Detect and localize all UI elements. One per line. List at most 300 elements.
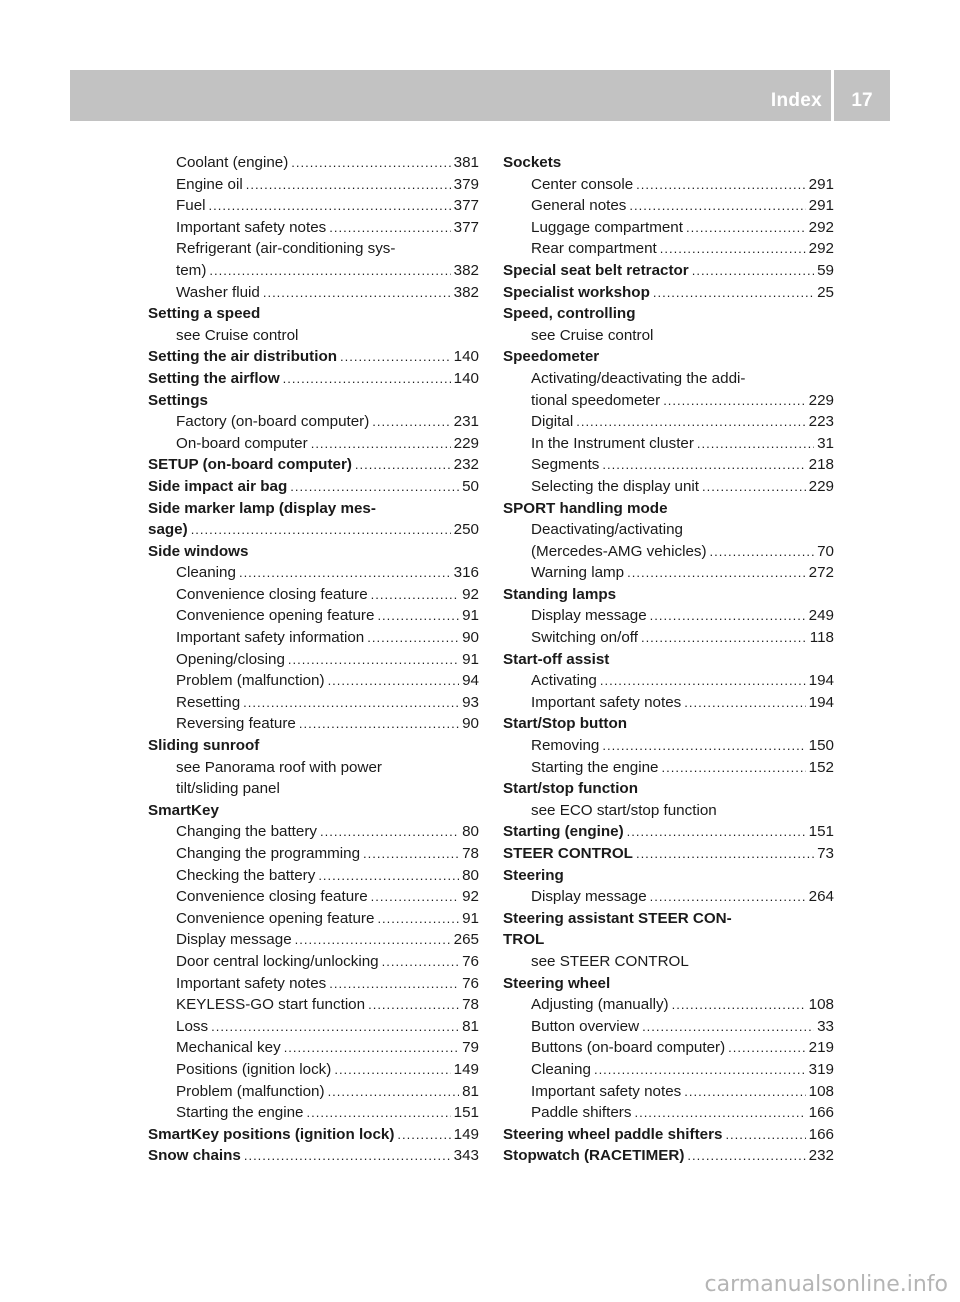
page-reference: 81 xyxy=(462,1017,479,1035)
index-subentry xyxy=(503,217,834,239)
index-subentry xyxy=(148,843,479,865)
entry-label: Important safety notes xyxy=(531,693,682,711)
page-reference: 90 xyxy=(462,715,479,733)
entry-label: Display message xyxy=(531,607,647,625)
index-subentry xyxy=(148,713,479,735)
page-reference: 291 xyxy=(808,175,834,193)
page-reference: 229 xyxy=(453,434,479,452)
index-see-reference: see Cruise control xyxy=(176,326,299,344)
index-subentry xyxy=(148,908,479,930)
dot-leader xyxy=(650,605,806,627)
entry-label: Engine oil xyxy=(176,175,243,193)
dot-leader xyxy=(263,282,451,304)
index-subentry xyxy=(503,1037,834,1059)
index-subentry xyxy=(503,735,834,757)
page-reference: 91 xyxy=(462,650,479,668)
page-reference: 231 xyxy=(453,413,479,431)
dot-leader xyxy=(594,1059,806,1081)
index-heading: Steering xyxy=(503,866,564,884)
index-see-reference: Refrigerant (air-conditioning sys- xyxy=(176,240,396,258)
dot-leader xyxy=(576,411,805,433)
entry-label: SETUP (on-board computer) xyxy=(148,456,352,474)
dot-leader xyxy=(382,951,459,973)
entry-label: Luggage compartment xyxy=(531,218,683,236)
entry-label: Loss xyxy=(176,1017,209,1035)
dot-leader xyxy=(209,260,450,282)
dot-leader xyxy=(318,865,459,887)
dot-leader xyxy=(684,1081,805,1103)
page-reference: 108 xyxy=(808,996,834,1014)
index-see-reference: tilt/sliding panel xyxy=(176,780,280,798)
index-heading: Side marker lamp (display mes- xyxy=(148,499,376,517)
entry-label: Convenience opening feature xyxy=(176,607,375,625)
page-reference: 92 xyxy=(462,585,479,603)
page-reference: 78 xyxy=(462,996,479,1014)
dot-leader xyxy=(239,562,451,584)
index-entry xyxy=(148,454,479,476)
index-see-reference: Deactivating/activating xyxy=(531,521,683,539)
entry-label: Setting the airflow xyxy=(148,369,280,387)
index-subentry xyxy=(503,433,834,455)
page-reference: 91 xyxy=(462,607,479,625)
index-subentry xyxy=(148,1102,479,1124)
entry-label: Display message xyxy=(176,931,292,949)
page-reference: 80 xyxy=(462,823,479,841)
index-subentry xyxy=(148,1059,479,1081)
index-subentry xyxy=(148,152,479,174)
entry-label: Specialist workshop xyxy=(503,283,650,301)
dot-leader xyxy=(367,627,459,649)
entry-label: Important safety notes xyxy=(176,218,327,236)
entry-label: Display message xyxy=(531,888,647,906)
index-subentry xyxy=(148,649,479,671)
index-subentry xyxy=(148,929,479,951)
dot-leader xyxy=(291,152,450,174)
entry-label: Steering wheel paddle shifters xyxy=(503,1125,723,1143)
entry-label: Door central locking/unlocking xyxy=(176,952,379,970)
entry-label: Starting the engine xyxy=(531,758,659,776)
entry-label: Warning lamp xyxy=(531,564,625,582)
index-subentry xyxy=(148,821,479,843)
dot-leader xyxy=(307,1102,451,1124)
entry-label: Changing the battery xyxy=(176,823,318,841)
watermark: carmanualsonline.info xyxy=(704,1272,948,1297)
entry-label: Side impact air bag xyxy=(148,477,288,495)
dot-leader xyxy=(320,821,459,843)
dot-leader xyxy=(642,1016,814,1038)
entry-label: Rear compartment xyxy=(531,240,657,258)
index-heading: Start/Stop button xyxy=(503,715,628,733)
page-reference: 149 xyxy=(453,1125,479,1143)
dot-leader xyxy=(340,346,451,368)
index-heading: SmartKey xyxy=(148,801,219,819)
entry-label: Cleaning xyxy=(531,1060,591,1078)
dot-leader xyxy=(329,217,450,239)
section-title: Index xyxy=(770,90,822,111)
page-reference: 229 xyxy=(808,477,834,495)
index-see-reference: see ECO start/stop function xyxy=(531,801,717,819)
index-entry xyxy=(148,346,479,368)
index-heading: TROL xyxy=(503,931,545,949)
entry-label: Problem (malfunction) xyxy=(176,1082,325,1100)
dot-leader xyxy=(377,908,459,930)
index-subentry xyxy=(503,605,834,627)
index-heading: Speed, controlling xyxy=(503,305,636,323)
index-subentry xyxy=(148,174,479,196)
dot-leader xyxy=(650,886,806,908)
index-subentry xyxy=(503,195,834,217)
dot-leader xyxy=(290,476,459,498)
index-subentry xyxy=(503,174,834,196)
dot-leader xyxy=(355,454,451,476)
index-subentry xyxy=(503,541,834,563)
entry-label: Resetting xyxy=(176,693,241,711)
page-reference: 229 xyxy=(808,391,834,409)
index-entry xyxy=(148,476,479,498)
dot-leader xyxy=(629,195,805,217)
page-reference: 81 xyxy=(462,1082,479,1100)
index-subentry xyxy=(503,390,834,412)
dot-leader xyxy=(311,433,451,455)
index-heading: Side windows xyxy=(148,542,249,560)
index-subentry xyxy=(503,454,834,476)
page-reference: 292 xyxy=(808,240,834,258)
page-reference: 70 xyxy=(817,542,834,560)
index-entry xyxy=(148,1145,479,1167)
entry-label: Important safety information xyxy=(176,629,365,647)
dot-leader xyxy=(627,821,806,843)
index-see-reference: see Panorama roof with power xyxy=(176,758,382,776)
entry-label: Opening/closing xyxy=(176,650,285,668)
index-subentry xyxy=(148,1016,479,1038)
dot-leader xyxy=(641,627,807,649)
entry-label: Checking the battery xyxy=(176,866,316,884)
entry-label: Paddle shifters xyxy=(531,1104,632,1122)
dot-leader xyxy=(368,994,459,1016)
index-entry xyxy=(148,368,479,390)
entry-label: Convenience opening feature xyxy=(176,909,375,927)
index-subentry xyxy=(503,757,834,779)
page-reference: 80 xyxy=(462,866,479,884)
entry-label: Digital xyxy=(531,413,574,431)
index-subentry xyxy=(503,1102,834,1124)
page-reference: 79 xyxy=(462,1039,479,1057)
page-reference: 265 xyxy=(453,931,479,949)
page-reference: 194 xyxy=(808,672,834,690)
index-column-left xyxy=(148,152,479,1167)
index-subentry xyxy=(503,670,834,692)
page-reference: 264 xyxy=(808,888,834,906)
index-subentry xyxy=(148,195,479,217)
index-heading: Start/stop function xyxy=(503,780,638,798)
index-entry xyxy=(503,821,834,843)
page-reference: 379 xyxy=(453,175,479,193)
dot-leader xyxy=(710,541,815,563)
index-entry xyxy=(503,1124,834,1146)
index-heading: Sockets xyxy=(503,154,562,171)
entry-label: Buttons (on-board computer) xyxy=(531,1039,726,1057)
dot-leader xyxy=(636,843,814,865)
page-reference: 166 xyxy=(808,1125,834,1143)
page-reference: 194 xyxy=(808,693,834,711)
dot-leader xyxy=(209,195,451,217)
index-subentry xyxy=(148,411,479,433)
dot-leader xyxy=(728,1037,805,1059)
page-reference: 219 xyxy=(808,1039,834,1057)
page-reference: 377 xyxy=(453,218,479,236)
page-reference: 92 xyxy=(462,888,479,906)
index-subentry xyxy=(148,865,479,887)
dot-leader xyxy=(372,411,450,433)
page-reference: 91 xyxy=(462,909,479,927)
index-see-reference: Activating/deactivating the addi- xyxy=(531,369,746,387)
entry-label: Stopwatch (RACETIMER) xyxy=(503,1147,685,1165)
index-heading: Speedometer xyxy=(503,348,600,366)
dot-leader xyxy=(660,238,806,260)
page-reference: 31 xyxy=(817,434,834,452)
dot-leader xyxy=(634,1102,805,1124)
dot-leader xyxy=(662,757,806,779)
page-reference: 316 xyxy=(453,564,479,582)
page-reference: 272 xyxy=(808,564,834,582)
dot-leader xyxy=(702,476,806,498)
entry-label: tem) xyxy=(176,261,207,279)
entry-label: tional speedometer xyxy=(531,391,661,409)
page-reference: 140 xyxy=(453,348,479,366)
page-reference: 250 xyxy=(453,521,479,539)
index-entry xyxy=(503,260,834,282)
page-reference: 50 xyxy=(462,477,479,495)
page-header xyxy=(70,70,890,121)
index-subentry xyxy=(148,433,479,455)
index-heading: Steering assistant STEER CON- xyxy=(503,909,732,927)
page-number: 17 xyxy=(851,90,873,111)
dot-leader xyxy=(686,217,806,239)
dot-leader xyxy=(246,174,451,196)
page-reference: 73 xyxy=(817,845,834,862)
index-subentry xyxy=(148,217,479,239)
dot-leader xyxy=(627,562,806,584)
index-see-reference: see STEER CONTROL xyxy=(531,952,689,970)
page-reference: 382 xyxy=(453,283,479,301)
entry-label: Special seat belt retractor xyxy=(503,261,689,279)
page-reference: 118 xyxy=(809,629,834,647)
page-reference: 152 xyxy=(808,758,834,776)
dot-leader xyxy=(371,886,459,908)
entry-label: In the Instrument cluster xyxy=(531,434,694,452)
index-subentry xyxy=(503,476,834,498)
page-reference: 33 xyxy=(817,1017,834,1035)
dot-leader xyxy=(371,584,459,606)
entry-label: Problem (malfunction) xyxy=(176,672,325,690)
entry-label: Switching on/off xyxy=(531,629,638,647)
dot-leader xyxy=(295,929,451,951)
index-column-right xyxy=(503,152,834,1167)
entry-label: Setting the air distribution xyxy=(148,348,337,366)
dot-leader xyxy=(243,692,459,714)
index-subentry xyxy=(148,951,479,973)
page-reference: 343 xyxy=(453,1147,479,1165)
entry-label: Cleaning xyxy=(176,564,236,582)
index-subentry xyxy=(503,1059,834,1081)
index-subentry xyxy=(148,670,479,692)
index-subentry xyxy=(503,627,834,649)
page-reference: 223 xyxy=(808,413,834,431)
index-subentry xyxy=(148,584,479,606)
dot-leader xyxy=(328,670,460,692)
entry-label: On-board computer xyxy=(176,434,308,452)
index-entry xyxy=(148,1124,479,1146)
index-heading: Standing lamps xyxy=(503,585,617,603)
index-subentry xyxy=(503,562,834,584)
index-subentry xyxy=(503,886,834,908)
dot-leader xyxy=(663,390,805,412)
page-reference: 59 xyxy=(817,261,834,279)
dot-leader xyxy=(328,1081,460,1103)
page-reference: 249 xyxy=(808,607,834,625)
dot-leader xyxy=(284,1037,459,1059)
index-subentry xyxy=(148,1037,479,1059)
index-subentry xyxy=(148,1081,479,1103)
page-reference: 93 xyxy=(462,693,479,711)
index-subentry xyxy=(503,411,834,433)
entry-label: KEYLESS-GO start function xyxy=(176,996,366,1014)
index-subentry xyxy=(148,692,479,714)
page-reference: 25 xyxy=(817,283,834,301)
index-heading: Setting a speed xyxy=(148,305,261,323)
page-reference: 292 xyxy=(808,218,834,236)
index-subentry xyxy=(503,994,834,1016)
page-reference: 291 xyxy=(808,197,834,215)
page-reference: 377 xyxy=(453,197,479,215)
entry-label: Selecting the display unit xyxy=(531,477,700,495)
dot-leader xyxy=(288,649,459,671)
index-heading: Sliding sunroof xyxy=(148,737,260,755)
dot-leader xyxy=(653,282,814,304)
index-see-reference: see Cruise control xyxy=(531,326,654,344)
index-subentry xyxy=(503,1016,834,1038)
index-subentry xyxy=(148,562,479,584)
dot-leader xyxy=(684,692,805,714)
page-reference: 232 xyxy=(808,1147,834,1165)
entry-label: Removing xyxy=(531,737,600,755)
dot-leader xyxy=(334,1059,450,1081)
dot-leader xyxy=(602,454,805,476)
index-subentry xyxy=(148,260,479,282)
entry-label: Washer fluid xyxy=(176,283,260,301)
entry-label: Important safety notes xyxy=(176,974,327,992)
index-entry xyxy=(503,282,834,304)
dot-leader xyxy=(600,670,806,692)
entry-label: Center console xyxy=(531,175,634,193)
entry-label: Convenience closing feature xyxy=(176,585,368,603)
page-reference: 150 xyxy=(808,737,834,755)
entry-label: Important safety notes xyxy=(531,1082,682,1100)
index-subentry xyxy=(148,605,479,627)
dot-leader xyxy=(363,843,459,865)
entry-label: Fuel xyxy=(176,197,206,215)
index-subentry xyxy=(148,282,479,304)
page-reference: 382 xyxy=(453,261,479,279)
page-reference: 319 xyxy=(808,1060,834,1078)
entry-label: Snow chains xyxy=(148,1147,241,1165)
page-reference: 381 xyxy=(453,154,479,171)
page-reference: 90 xyxy=(462,629,479,647)
entry-label: Starting (engine) xyxy=(503,823,624,841)
dot-leader xyxy=(397,1124,450,1146)
index-subentry xyxy=(148,973,479,995)
dot-leader xyxy=(191,519,451,541)
dot-leader xyxy=(725,1124,805,1146)
dot-leader xyxy=(602,735,805,757)
index-heading: Settings xyxy=(148,391,208,409)
dot-leader xyxy=(687,1145,805,1167)
entry-label: Activating xyxy=(531,672,597,690)
index-entry xyxy=(503,1145,834,1167)
dot-leader xyxy=(697,433,814,455)
dot-leader xyxy=(672,994,806,1016)
entry-label: Convenience closing feature xyxy=(176,888,368,906)
index-subentry xyxy=(503,692,834,714)
entry-label: (Mercedes-AMG vehicles) xyxy=(531,542,707,560)
index-heading: Start-off assist xyxy=(503,650,610,668)
entry-label: Positions (ignition lock) xyxy=(176,1060,332,1078)
dot-leader xyxy=(283,368,451,390)
entry-label: General notes xyxy=(531,197,627,215)
page-reference: 151 xyxy=(453,1104,479,1122)
index-subentry xyxy=(503,1081,834,1103)
page-reference: 149 xyxy=(453,1060,479,1078)
entry-label: Factory (on-board computer) xyxy=(176,413,370,431)
entry-label: sage) xyxy=(148,521,188,539)
index-heading: SPORT handling mode xyxy=(503,499,668,517)
page-reference: 140 xyxy=(453,369,479,387)
page-reference: 218 xyxy=(808,456,834,474)
page-reference: 232 xyxy=(453,456,479,474)
page-reference: 94 xyxy=(462,672,479,690)
entry-label: Segments xyxy=(531,456,600,474)
entry-label: Mechanical key xyxy=(176,1039,281,1057)
page-reference: 76 xyxy=(462,974,479,992)
dot-leader xyxy=(211,1016,459,1038)
index-subentry xyxy=(148,886,479,908)
page-reference: 108 xyxy=(808,1082,834,1100)
page-reference: 151 xyxy=(808,823,834,841)
index-subentry xyxy=(148,627,479,649)
entry-label: STEER CONTROL xyxy=(503,845,633,862)
dot-leader xyxy=(329,973,459,995)
entry-label: Adjusting (manually) xyxy=(531,996,669,1014)
entry-label: Reversing feature xyxy=(176,715,296,733)
page-reference: 76 xyxy=(462,952,479,970)
entry-label: Coolant (engine) xyxy=(176,154,289,171)
entry-label: Button overview xyxy=(531,1017,640,1035)
dot-leader xyxy=(299,713,459,735)
index-entry xyxy=(148,519,479,541)
dot-leader xyxy=(377,605,459,627)
entry-label: SmartKey positions (ignition lock) xyxy=(148,1125,395,1143)
dot-leader xyxy=(692,260,814,282)
dot-leader xyxy=(636,174,806,196)
entry-label: Changing the programming xyxy=(176,845,361,862)
page-reference: 166 xyxy=(808,1104,834,1122)
index-heading: Steering wheel xyxy=(503,974,611,992)
dot-leader xyxy=(244,1145,451,1167)
page-reference: 78 xyxy=(462,845,479,862)
index-subentry xyxy=(503,238,834,260)
index-entry xyxy=(503,843,834,865)
index-subentry xyxy=(148,994,479,1016)
